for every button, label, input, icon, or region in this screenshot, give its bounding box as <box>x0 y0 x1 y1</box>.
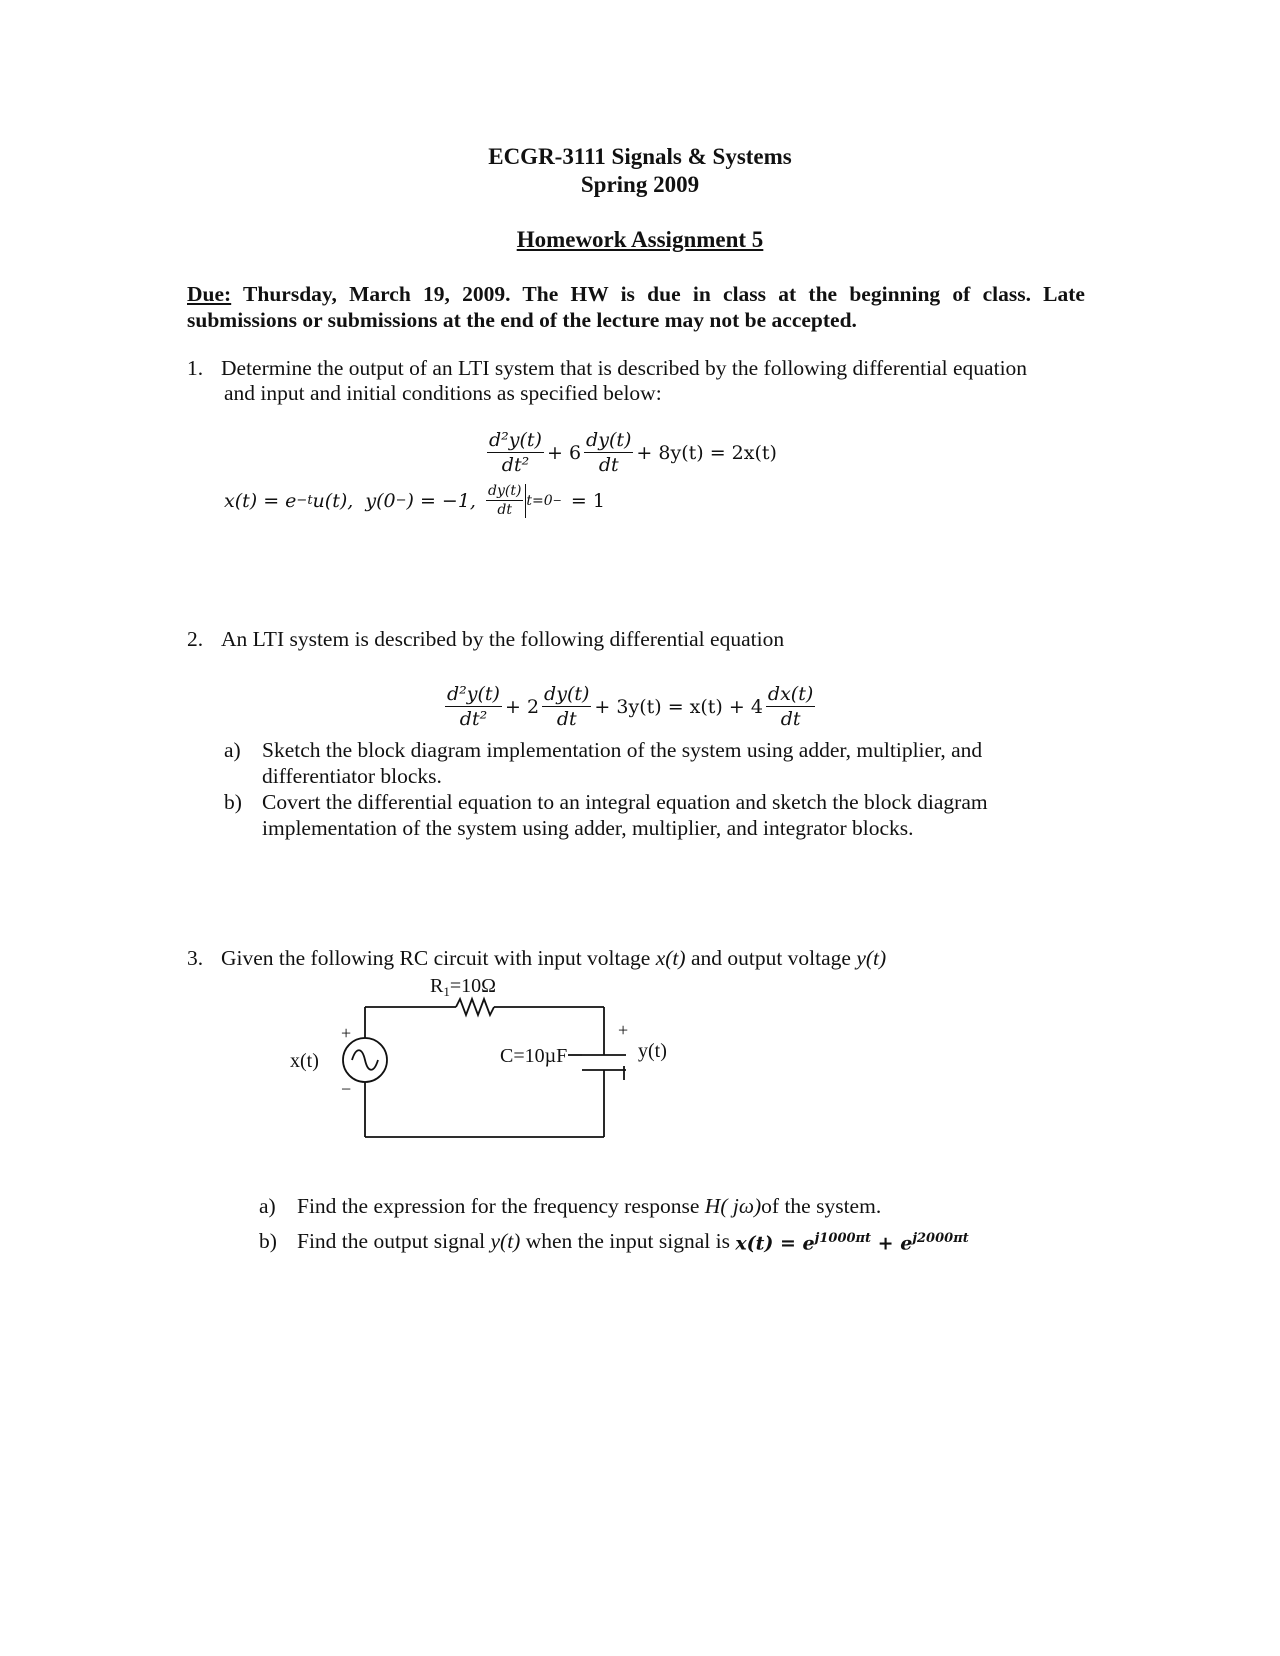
q2-eq-frac-3-den: dt <box>780 708 801 730</box>
q1-cond-part-3: ) = −1, <box>406 489 476 512</box>
q2-b-text-2: implementation of the system using adder, multiplier, and integrator blocks. <box>262 816 914 840</box>
question-2 <box>187 627 784 652</box>
q1-eq-op-1: + 6 <box>546 441 582 464</box>
q3-b-eq <box>735 1226 968 1256</box>
q2-a-text-1 <box>262 737 1086 763</box>
q1-cond-minus: − <box>395 493 407 508</box>
q2-eq-frac-2-num: dy(t) <box>544 683 590 705</box>
source-plus-sign: + <box>341 1023 352 1043</box>
q3-b-label: b) <box>259 1229 277 1254</box>
q2-number: 2. <box>187 627 204 651</box>
q1-eq-frac-2 <box>584 428 633 477</box>
q2-eq-mid: + 3y(t) = x(t) + 4 <box>594 695 763 718</box>
q2-b-text-1-content: Covert the differential equation to an integral equation and sketch the block diagram <box>262 790 988 814</box>
due-line-2: submissions or submissions at the end of the lecture may not be accepted. <box>187 308 857 332</box>
q3-b-plus: + e <box>871 1232 913 1255</box>
q2-b-label: b) <box>224 790 242 814</box>
q2-equation <box>445 682 815 731</box>
q2-a-label: a) <box>224 738 241 762</box>
q1-cond-part-2: u(t), y(0 <box>312 489 396 512</box>
q1-text-1: Determine the output of an LTI system that is described by the following differential equation <box>221 356 1028 380</box>
q3-a-math: H( jω) <box>704 1194 762 1218</box>
output-label: y(t) <box>638 1040 667 1062</box>
q2-eq-frac-3-num: dx(t) <box>767 683 814 705</box>
q2-b-line-1 <box>224 789 1086 815</box>
q1-eq-frac-1-den: dt² <box>501 454 530 476</box>
q2-eq-frac-3 <box>766 682 815 731</box>
q1-eq-rest: + 8y(t) = 2x(t) <box>636 441 777 464</box>
resistor-label-sub: 1 <box>443 984 450 999</box>
q2-text: An LTI system is described by the following differential equation <box>221 627 785 651</box>
q2-part-b <box>224 789 1086 841</box>
q1-cond-part-1: x(t) = e <box>224 489 297 512</box>
q3-part-a <box>259 1193 881 1219</box>
resistor-label-value: =10Ω <box>449 975 496 997</box>
q1-eval-at: t=0 <box>526 492 553 509</box>
q3-y-of-t: y(t) <box>856 946 887 970</box>
q1-eq-frac-2-num: dy(t) <box>586 429 632 451</box>
due-line-1 <box>187 281 1085 307</box>
q3-b-exp-2: j2000πt <box>912 1231 969 1246</box>
q1-cond-frac-den: dt <box>497 502 512 518</box>
q2-a-text-1-content: Sketch the block diagram implementation of the system using adder, multiplier, and <box>262 738 983 762</box>
q1-text-2: and input and initial conditions as specified below: <box>224 381 662 405</box>
q2-a-line-1 <box>224 737 1086 763</box>
q1-number: 1. <box>187 356 204 380</box>
sine-wave-icon <box>352 1050 378 1070</box>
q1-cond-result: = 1 <box>570 489 605 512</box>
resistor-label-r: R <box>430 975 444 997</box>
question-3 <box>187 946 886 971</box>
q3-text-a: Given the following RC circuit with input voltage <box>221 946 656 970</box>
course-title: ECGR-3111 Signals & Systems <box>488 144 792 169</box>
q2-eq-op-1: + 2 <box>504 695 540 718</box>
q2-eq-frac-1-num: d²y(t) <box>447 683 500 705</box>
q2-a-text-2: differentiator blocks. <box>262 764 442 788</box>
source-label: x(t) <box>290 1050 319 1072</box>
q3-b-text-2: when the input signal is <box>520 1229 736 1254</box>
q1-eq-frac-1 <box>487 428 544 477</box>
q3-b-eq-part-1: x(t) = e <box>735 1232 815 1255</box>
q3-text-b: and output voltage <box>685 946 857 970</box>
q1-conditions <box>224 482 608 519</box>
semester: Spring 2009 <box>580 172 700 197</box>
assignment-title-text: Homework Assignment 5 <box>516 227 764 252</box>
q3-b-exp-1: j1000πt <box>814 1231 872 1246</box>
q3-a-text-2: of the system. <box>761 1194 882 1218</box>
capacitor-label: C=10µF <box>500 1045 568 1067</box>
rc-circuit-diagram <box>290 975 710 1160</box>
q3-x-of-t: x(t) <box>655 946 686 970</box>
due-label: Due: <box>187 282 232 306</box>
source-minus-sign: − <box>341 1079 352 1099</box>
q2-eq-frac-1 <box>445 682 502 731</box>
q1-cond-exp: −t <box>296 493 313 508</box>
question-1 <box>187 356 1087 406</box>
q1-eq-frac-2-den: dt <box>598 454 619 476</box>
q3-number: 3. <box>187 946 204 970</box>
assignment-title <box>0 227 1280 253</box>
due-notice <box>187 281 1085 333</box>
q2-b-text-1 <box>262 789 1086 815</box>
q1-cond-frac <box>486 482 523 519</box>
q3-a-text-1: Find the expression for the frequency response <box>297 1194 705 1218</box>
output-plus-sign: + <box>618 1020 629 1040</box>
q2-part-a <box>224 737 1086 789</box>
q2-eq-frac-1-den: dt² <box>459 708 488 730</box>
q3-part-b <box>259 1226 969 1256</box>
q3-b-math: y(t) <box>490 1229 521 1254</box>
q3-a-label: a) <box>259 1194 276 1218</box>
q1-eq-frac-1-num: d²y(t) <box>489 429 542 451</box>
resistor-label <box>430 975 496 999</box>
resistor-symbol <box>456 999 494 1015</box>
q1-line-1 <box>187 356 1087 381</box>
q1-equation <box>487 428 780 477</box>
q3-b-text-1: Find the output signal <box>297 1229 491 1254</box>
q2-eq-frac-2-den: dt <box>556 708 577 730</box>
q1-eval-sup: − <box>552 494 562 507</box>
q2-eq-frac-2 <box>542 682 591 731</box>
due-text: Thursday, March 19, 2009. The HW is due in class at the beginning of class. Late <box>243 282 1085 306</box>
q1-cond-frac-num: dy(t) <box>487 483 522 499</box>
